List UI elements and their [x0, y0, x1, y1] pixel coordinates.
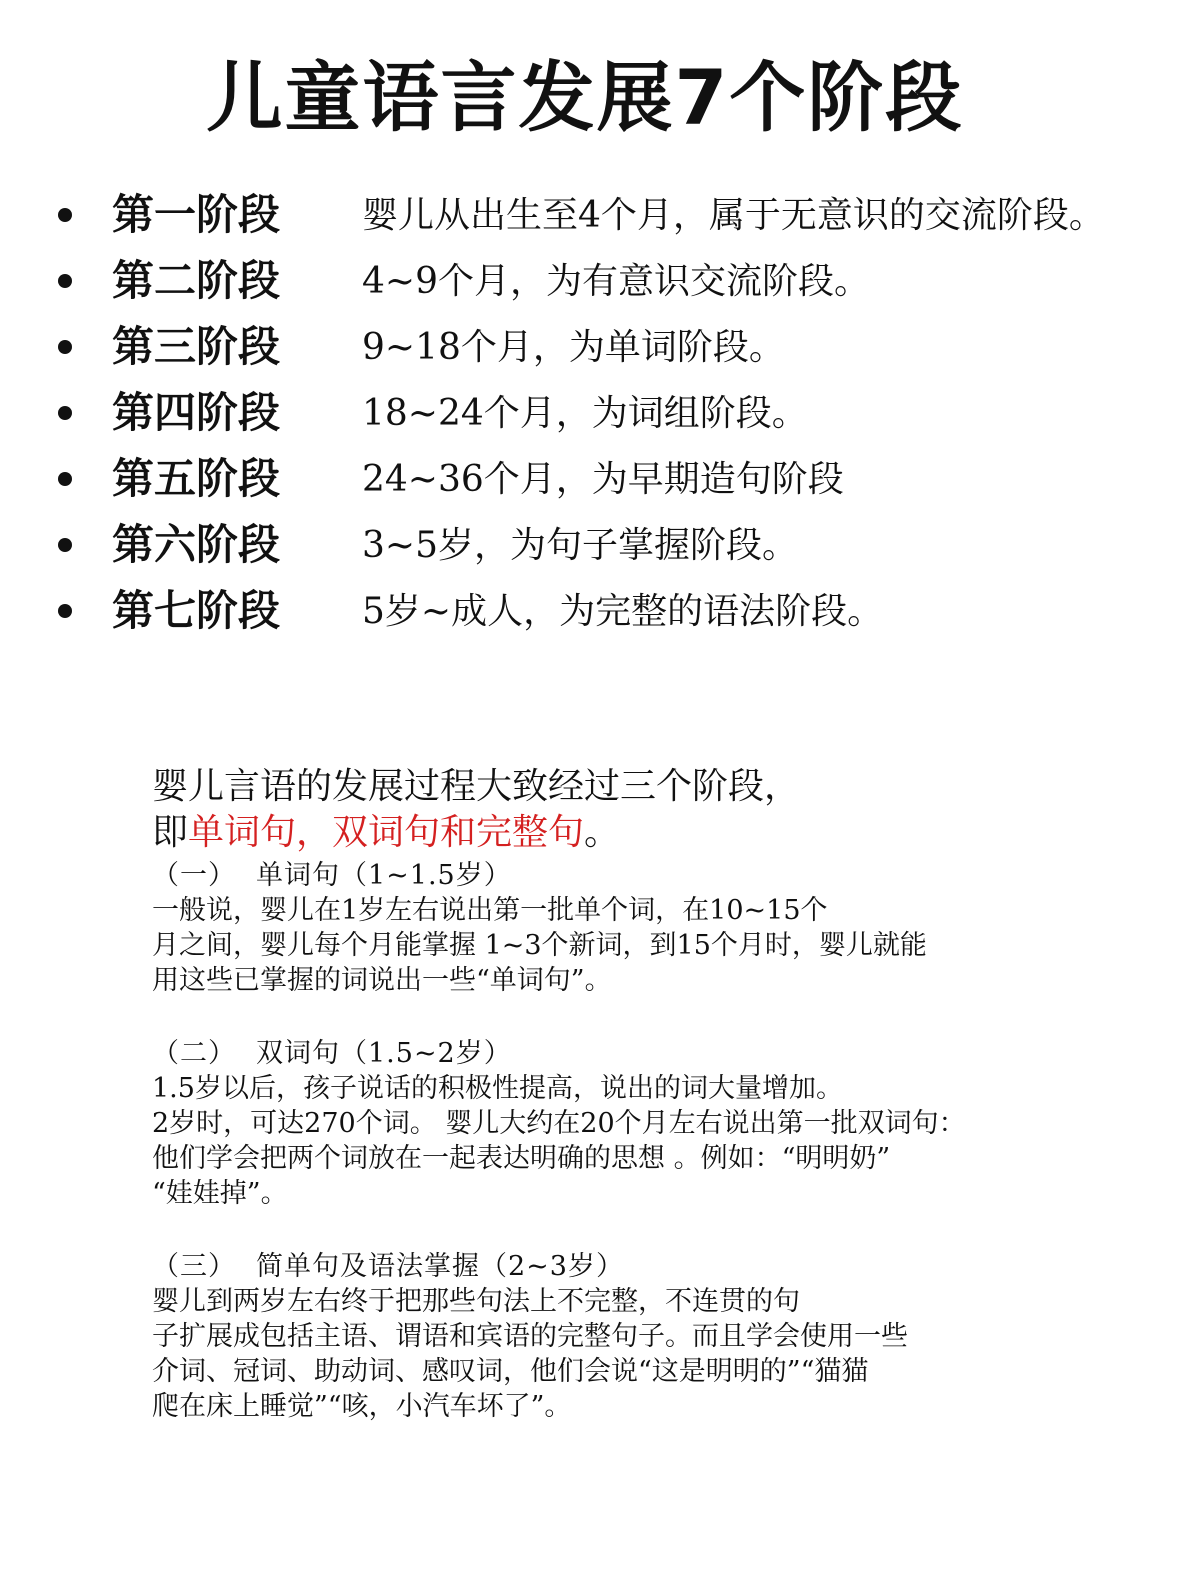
stage-item: [58, 380, 1188, 446]
section-single-word: [152, 858, 1032, 998]
section-heading: [152, 1249, 1032, 1284]
bullet-icon: [58, 538, 72, 552]
stage-item: [58, 446, 1188, 512]
section-paragraph: 一般说，婴儿在1岁左右说出第一批单个词，在10~15个 月之间，婴儿每个月能掌握 1~3个新词，到15个月时，婴儿就能 用这些已掌握的词说出一些“单词句”。: [152, 895, 927, 996]
stage-description: 18~24个月，为词组阶段。: [362, 393, 808, 434]
section-number: （一）: [152, 860, 236, 891]
stage-item: [58, 248, 1188, 314]
stage-description: 婴儿从出生至4个月，属于无意识的交流阶段。: [362, 195, 1105, 236]
section-title: 双词句（1.5~2岁）: [256, 1038, 512, 1069]
stage-name: 第二阶段: [112, 256, 281, 305]
section-number: （二）: [152, 1038, 236, 1069]
intro-prefix: 即: [152, 812, 189, 853]
stage-list: [58, 182, 1188, 644]
section-title: 简单句及语法掌握（2~3岁）: [256, 1251, 624, 1282]
section-paragraph: 婴儿到两岁左右终于把那些句法上不完整，不连贯的句 子扩展成包括主语、谓语和宾语的完整句子。而且学会使用一些 介词、冠词、助动词、感叹词，他们会说“这是明明的”“猫猫 爬在床上睡觉”“咳，小汽车坏了”。: [152, 1286, 908, 1422]
stage-name: 第五阶段: [112, 454, 281, 503]
intro-suffix: 。: [584, 812, 621, 853]
section-simple-sentence: [152, 1249, 1032, 1424]
stage-description: 5岁~成人，为完整的语法阶段。: [362, 591, 884, 632]
stage-description: 3~5岁，为句子掌握阶段。: [362, 525, 798, 566]
stage-description: 9~18个月，为单词阶段。: [362, 327, 785, 368]
bullet-icon: [58, 340, 72, 354]
stage-name: 第七阶段: [112, 586, 281, 635]
stage-name: 第四阶段: [112, 388, 281, 437]
stage-item: [58, 512, 1188, 578]
stage-name: 第六阶段: [112, 520, 281, 569]
page-title: 儿童语言发展7个阶段: [206, 53, 964, 142]
bullet-icon: [58, 208, 72, 222]
section-number: （三）: [152, 1251, 236, 1282]
section-paragraph: 1.5岁以后，孩子说话的积极性提高，说出的词大量增加。 2岁时，可达270个词。 婴儿大约在20个月左右说出第一批双词句： 他们学会把两个词放在一起表达明确的思想 。例如：“明明奶” “娃娃掉”。: [152, 1073, 966, 1209]
stage-item: [58, 314, 1188, 380]
stage-description: 4~9个月，为有意识交流阶段。: [362, 261, 870, 302]
stage-name: 第三阶段: [112, 322, 281, 371]
stage-description: 24~36个月，为早期造句阶段: [362, 459, 844, 500]
bullet-icon: [58, 472, 72, 486]
section-title: 单词句（1~1.5岁）: [256, 860, 512, 891]
bullet-icon: [58, 604, 72, 618]
section-two-word: [152, 1036, 1032, 1211]
stage-name: 第一阶段: [112, 190, 281, 239]
bullet-icon: [58, 406, 72, 420]
stage-item: [58, 578, 1188, 644]
intro-text: [152, 764, 800, 856]
section-heading: [152, 1036, 1032, 1071]
intro-highlight: 单词句，双词句和完整句: [188, 812, 585, 853]
intro-line: [152, 810, 800, 856]
intro-line: 婴儿言语的发展过程大致经过三个阶段，: [152, 766, 801, 807]
stage-item: [58, 182, 1188, 248]
bullet-icon: [58, 274, 72, 288]
section-heading: [152, 858, 1032, 893]
